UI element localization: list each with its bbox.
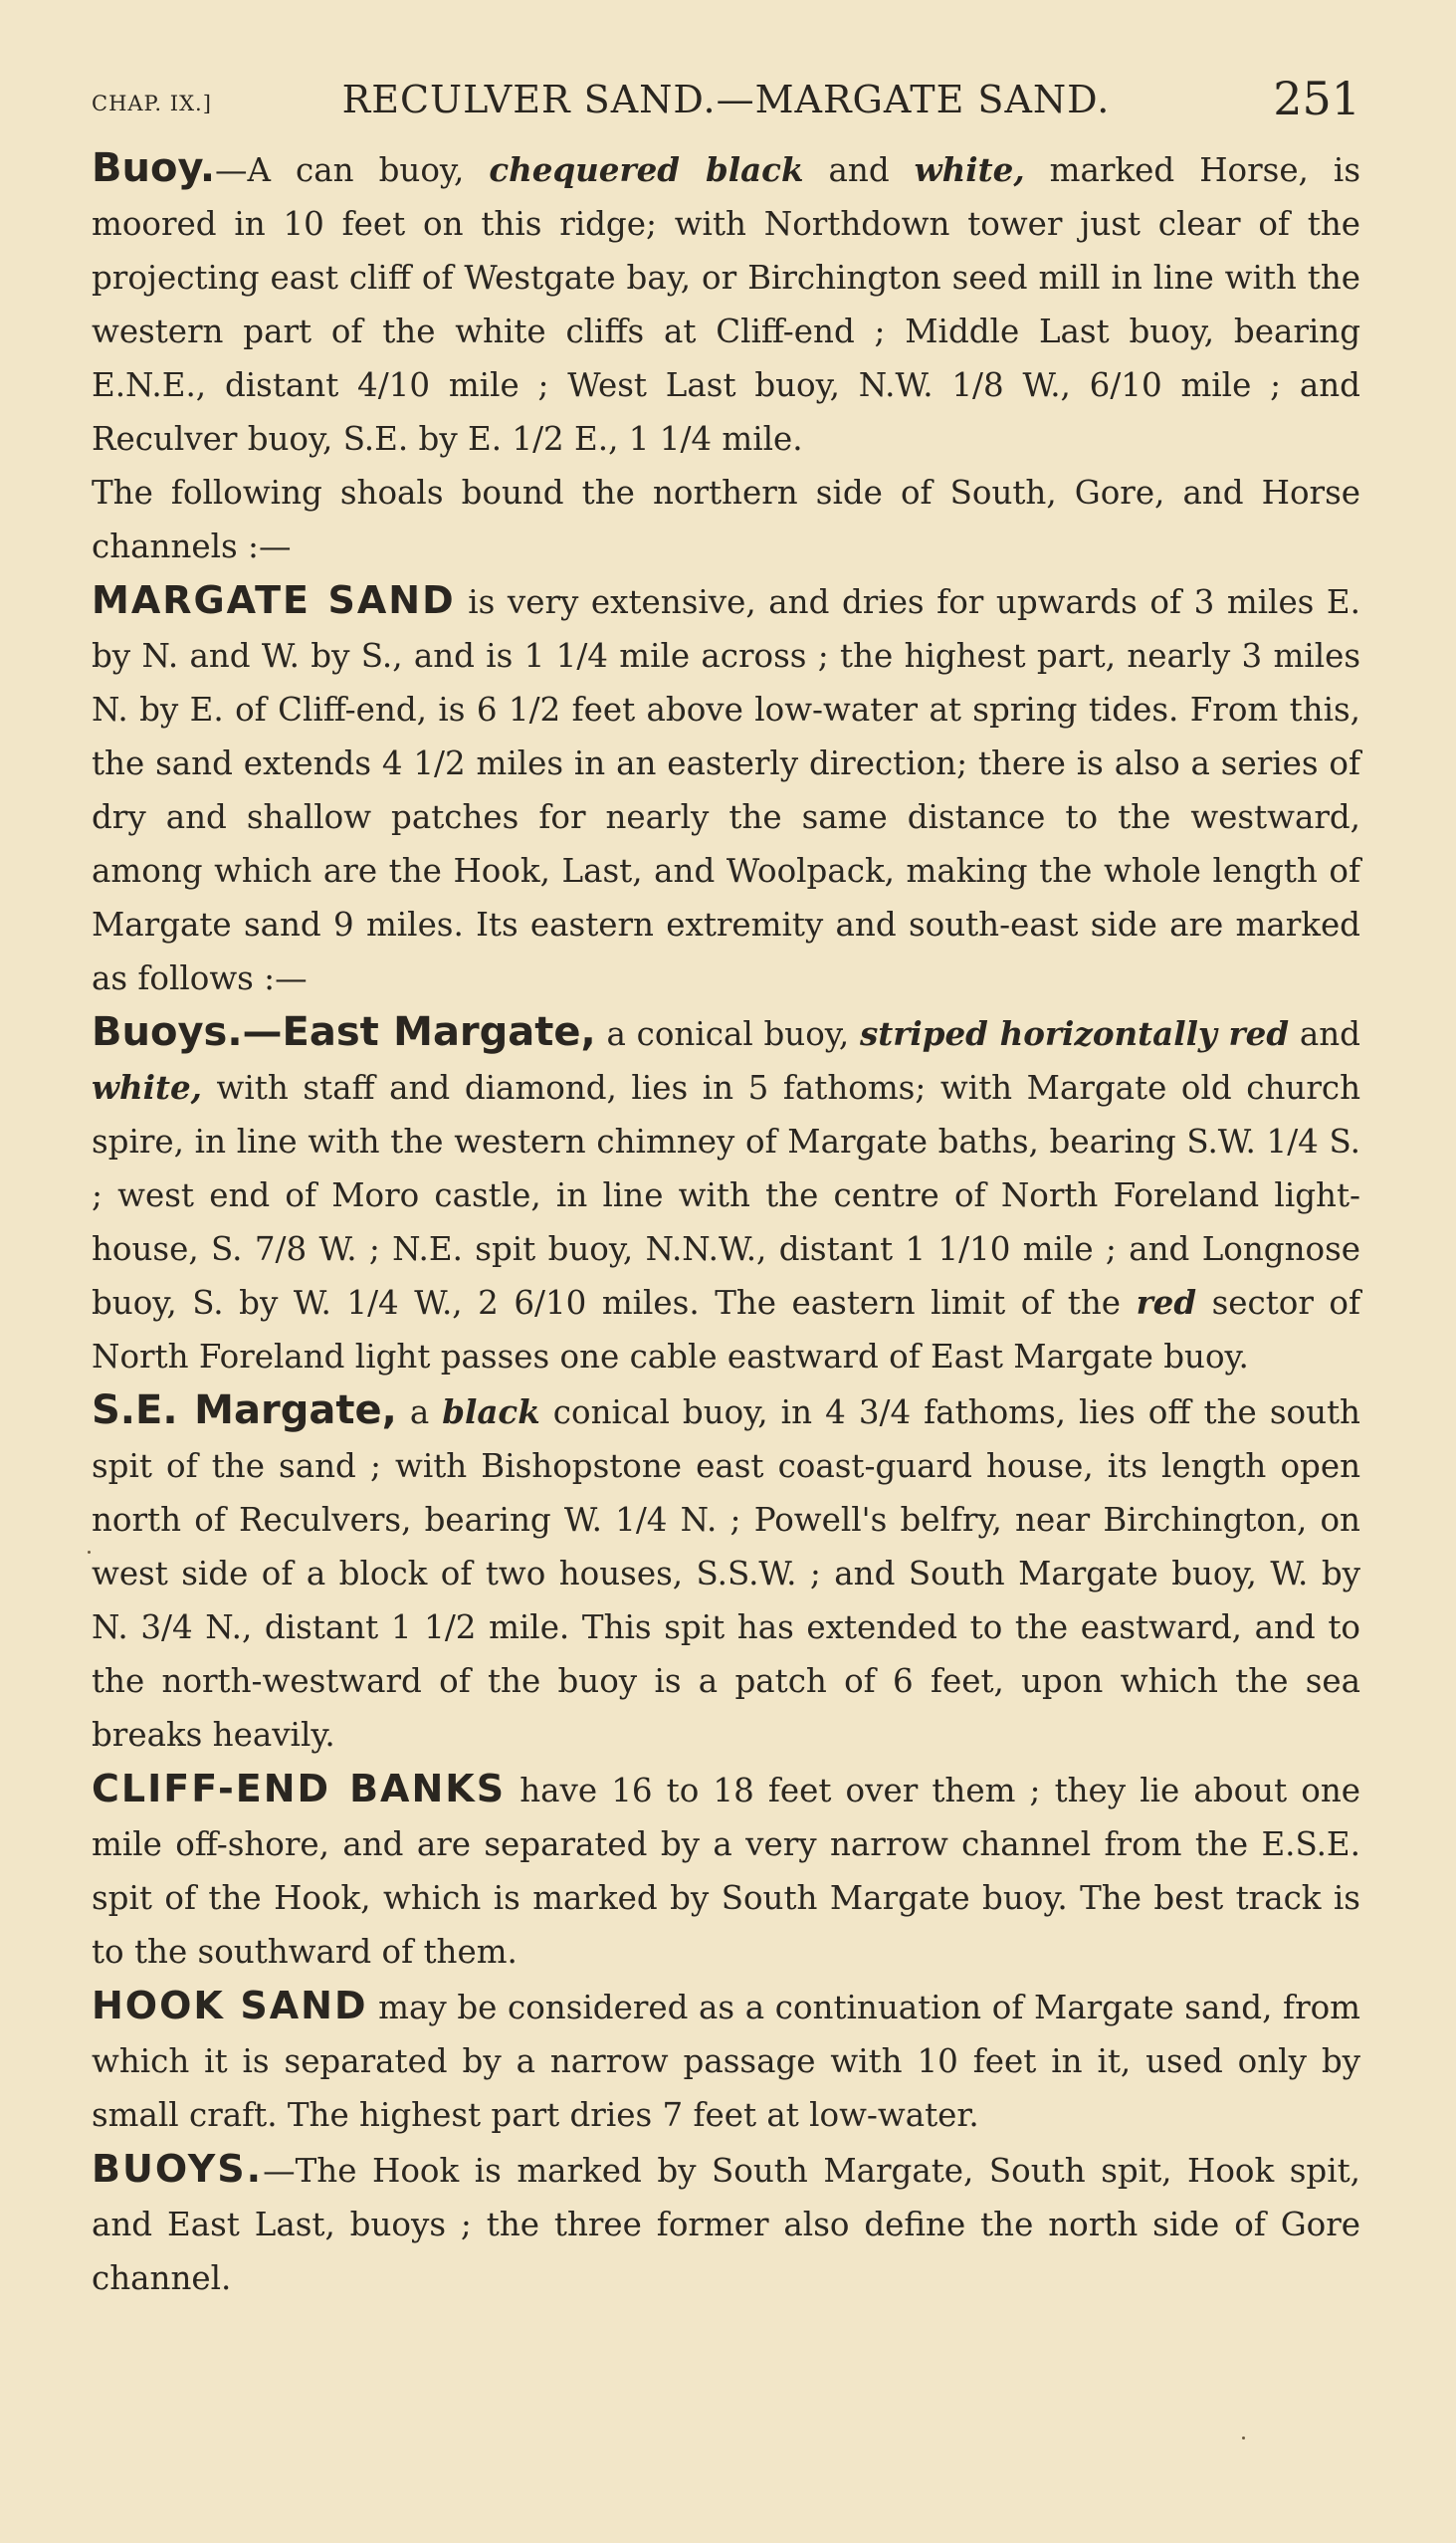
body-text: and	[803, 151, 915, 189]
body-text: —A can buoy,	[215, 151, 490, 189]
body-text: —The Hook is marked by South Margate, South spit, Hook spit, and East Last, buoys ; the three former also define the north side of Gore channel.	[92, 2152, 1360, 2297]
italic-text: chequered black	[489, 150, 804, 189]
page-number: 251	[1273, 72, 1360, 125]
body-text: a	[396, 1393, 443, 1431]
paragraph	[92, 466, 1360, 573]
body-text: a conical buoy,	[595, 1015, 860, 1053]
paragraph-heading: MARGATE SAND	[92, 578, 456, 622]
paragraph-heading: BUOYS.	[92, 2147, 264, 2191]
body-text: is very extensive, and dries for upwards of 3 miles E. by N. and W. by S., and is 1 1/4 mile across ; the highest part, nearly 3 miles N. by E. of Cliff-end, is 6 1/2 feet above low-water at spring tides. From this, the sand extends 4 1/2 miles in an easterly direction; there is also a series of dry and shallow patches for nearly the same distance to the westward, among which are the Hook, Last, and Woolpack, making the whole length of Margate sand 9 miles. Its eastern extremity and south-east side are marked as follows :—	[92, 583, 1360, 997]
paper-speck	[1242, 2437, 1245, 2439]
body-text: have 16 to 18 feet over them ; they lie about one mile off-shore, and are separated by a very narrow channel from the E.S.E. spit of the Hook, which is marked by South Margate buoy. The best track is to the southward of them.	[92, 1772, 1360, 1971]
italic-text: red	[1136, 1283, 1197, 1322]
paragraph	[92, 141, 1360, 466]
italic-text: black	[442, 1392, 540, 1431]
page-title: RECULVER SAND.—MARGATE SAND.	[341, 78, 1111, 121]
page-body	[92, 141, 1360, 2305]
body-text: marked Horse, is moored in 10 feet on this ridge; with Northdown tower just clear of the projecting east cliff of Westgate bay, or Birchington seed mill in line with the western part of the white cliffs at Cliff-end ; Middle Last buoy, bearing E.N.E., distant 4/10 mile ; West Last buoy, N.W. 1/8 W., 6/10 mile ; and Reculver buoy, S.E. by E. 1/2 E., 1 1/4 mile.	[92, 151, 1360, 458]
paragraph-heading: HOOK SAND	[92, 1984, 368, 2027]
body-text: The following shoals bound the northern side of South, Gore, and Horse channels :—	[92, 474, 1360, 565]
body-text: and	[1289, 1015, 1360, 1053]
paragraph-heading: CLIFF-END BANKS	[92, 1767, 507, 1810]
paragraph	[92, 1005, 1360, 1383]
paragraph-heading: S.E. Margate,	[92, 1387, 397, 1433]
italic-text: striped horizontally red	[859, 1014, 1290, 1053]
body-text: sector of North Foreland light passes one cable eastward of East Margate buoy.	[92, 1284, 1361, 1376]
paragraph	[92, 1762, 1360, 1979]
italic-text: white,	[92, 1068, 202, 1107]
italic-text: white,	[914, 150, 1025, 189]
paper-speck	[88, 1551, 91, 1554]
paragraph-heading: Buoys.—East Margate,	[92, 1009, 596, 1055]
body-text: with staff and diamond, lies in 5 fathoms; with Margate old church spire, in line with the western chimney of Margate baths, bearing S.W. 1/4 S. ; west end of Moro castle, in line with the centre of North Foreland light-house, S. 7/8 W. ; N.E. spit buoy, N.N.W., distant 1 1/10 mile ; and Longnose buoy, S. by W. 1/4 W., 2 6/10 miles. The eastern limit of the	[92, 1069, 1360, 1322]
paragraph	[92, 1383, 1360, 1762]
paragraph	[92, 573, 1360, 1005]
chapter-label: CHAP. IX.]	[92, 92, 212, 115]
body-text: may be considered as a continuation of Margate sand, from which it is separated by a narrow passage with 10 feet in it, used only by small craft. The highest part dries 7 feet at low-water.	[92, 1989, 1360, 2134]
body-text: conical buoy, in 4 3/4 fathoms, lies off the south spit of the sand ; with Bishopstone east coast-guard house, its length open north of Reculvers, bearing W. 1/4 N. ; Powell's belfry, near Birchington, on west side of a block of two houses, S.S.W. ; and South Margate buoy, W. by N. 3/4 N., distant 1 1/2 mile. This spit has extended to the eastward, and to the north-westward of the buoy is a patch of 6 feet, upon which the sea breaks heavily.	[92, 1393, 1360, 1754]
paragraph	[92, 1979, 1360, 2142]
paragraph-heading: Buoy.	[92, 145, 216, 191]
running-header	[92, 70, 1360, 129]
paragraph	[92, 2142, 1360, 2305]
